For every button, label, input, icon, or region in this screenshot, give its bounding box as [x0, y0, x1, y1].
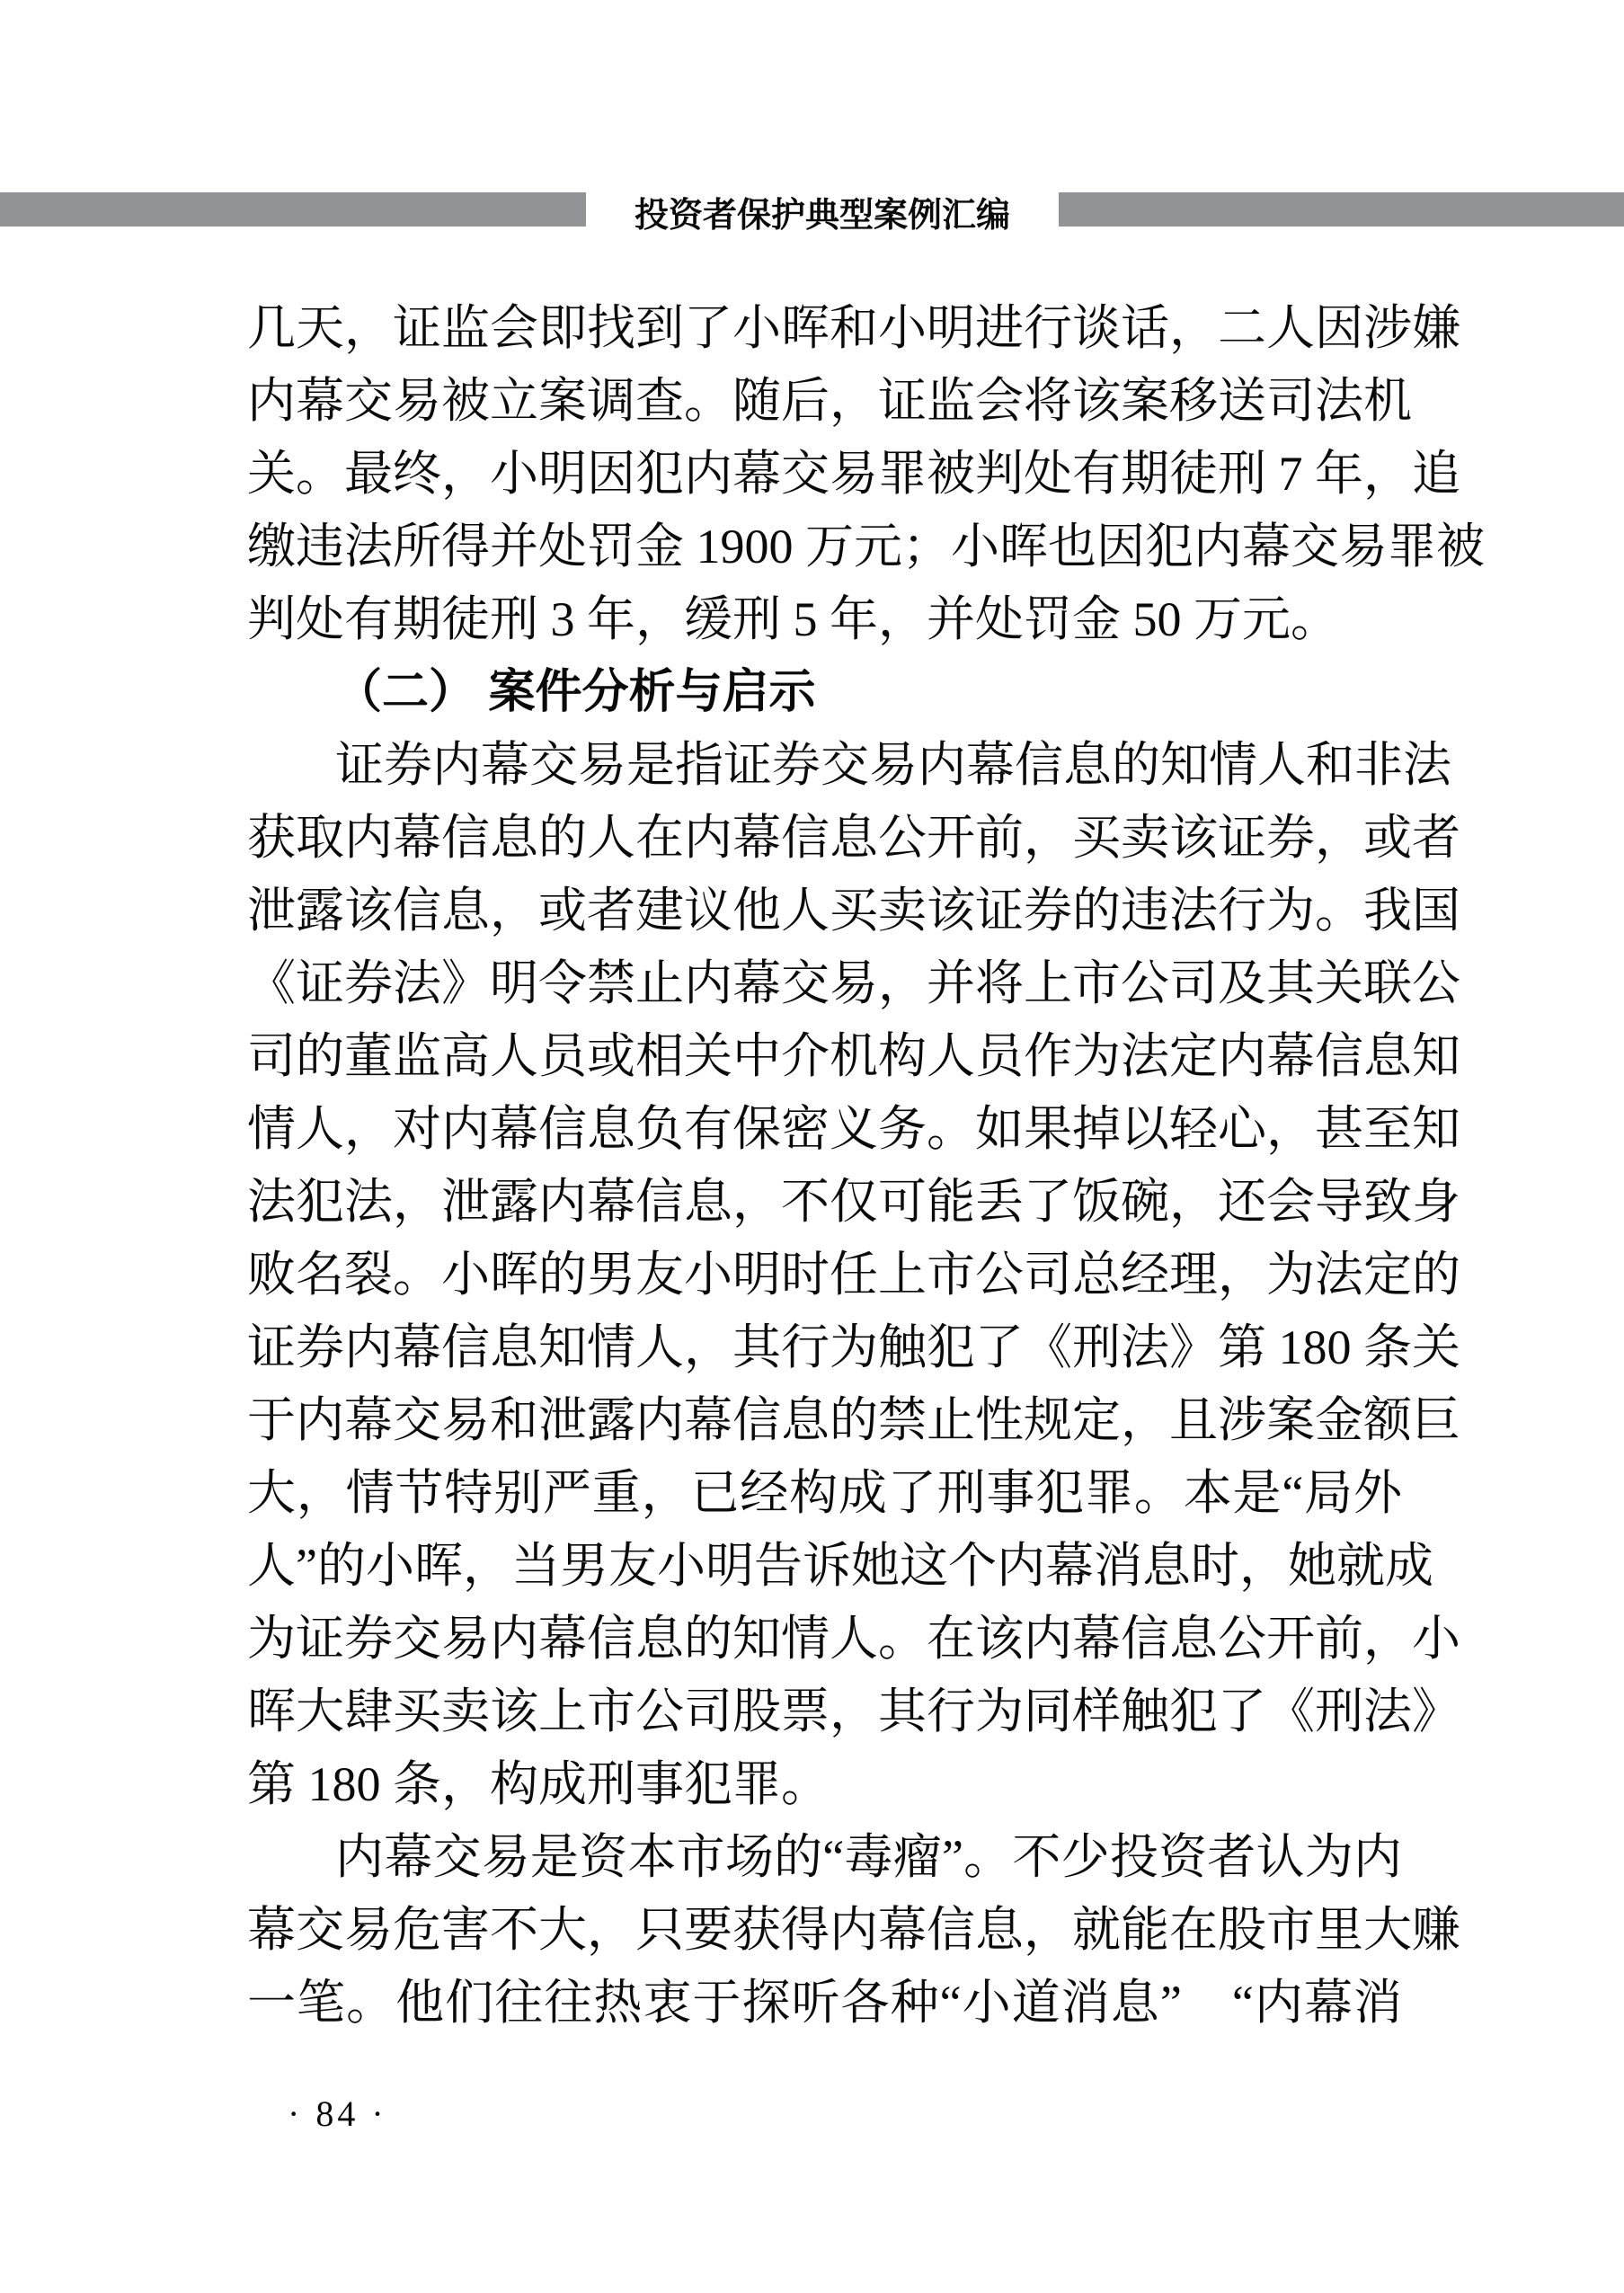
- body-line: 司的董监高人员或相关中介机构人员作为法定内幕信息知: [247, 1029, 1460, 1083]
- body-line: 关。最终，小明因犯内幕交易罪被判处有期徒刑 7 年，追: [247, 447, 1460, 501]
- body-line: 证券内幕信息知情人，其行为触犯了《刑法》第 180 条关: [247, 1320, 1460, 1374]
- body-line: 获取内幕信息的人在内幕信息公开前，买卖该证券，或者: [247, 811, 1460, 865]
- running-head-title: 投资者保护典型案例汇编: [634, 197, 1010, 235]
- header-rule-left-bar: [0, 192, 586, 227]
- body-text: [247, 292, 1485, 2040]
- body-line: 大，情节特别严重，已经构成了刑事犯罪。本是“局外: [247, 1466, 1402, 1520]
- body-line: 内幕交易是资本市场的“毒瘤”。不少投资者认为内: [335, 1830, 1402, 1884]
- body-line: 内幕交易被立案调查。随后，证监会将该案移送司法机: [247, 374, 1412, 428]
- body-line: 第 180 条，构成刑事犯罪。: [247, 1757, 830, 1811]
- body-line: 缴违法所得并处罚金 1900 万元；小晖也因犯内幕交易罪被: [247, 520, 1485, 573]
- body-line: 判处有期徒刑 3 年，缓刑 5 年，并处罚金 50 万元。: [247, 592, 1339, 646]
- body-line: 几天，证监会即找到了小晖和小明进行谈话，二人因涉嫌: [247, 301, 1460, 355]
- body-line: 泄露该信息，或者建议他人买卖该证券的违法行为。我国: [247, 884, 1460, 938]
- page-number: · 84 ·: [288, 2093, 387, 2134]
- body-line: 法犯法，泄露内幕信息，不仅可能丢了饭碗，还会导致身: [247, 1175, 1460, 1229]
- body-line: 于内幕交易和泄露内幕信息的禁止性规定，且涉案金额巨: [247, 1393, 1460, 1447]
- body-line: 败名裂。小晖的男友小明时任上市公司总经理，为法定的: [247, 1248, 1460, 1302]
- body-line: 情人，对内幕信息负有保密义务。如果掉以轻心，甚至知: [247, 1102, 1460, 1156]
- header-rule-right-bar: [1059, 192, 1624, 227]
- body-line: 《证券法》明令禁止内幕交易，并将上市公司及其关联公: [247, 956, 1460, 1010]
- body-line: 一笔。他们往往热衷于探听各种“小道消息” “内幕消: [247, 1976, 1402, 2030]
- body-line: 证券内幕交易是指证券交易内幕信息的知情人和非法: [335, 738, 1451, 792]
- section-heading: （二） 案件分析与启示: [335, 666, 816, 718]
- body-line: 幕交易危害不大，只要获得内幕信息，就能在股市里大赚: [247, 1903, 1460, 1957]
- body-line: 晖大肆买卖该上市公司股票，其行为同样触犯了《刑法》: [247, 1684, 1460, 1738]
- body-line: 为证券交易内幕信息的知情人。在该内幕信息公开前，小: [247, 1612, 1460, 1666]
- body-line: 人”的小晖，当男友小明告诉她这个内幕消息时，她就成: [247, 1539, 1433, 1593]
